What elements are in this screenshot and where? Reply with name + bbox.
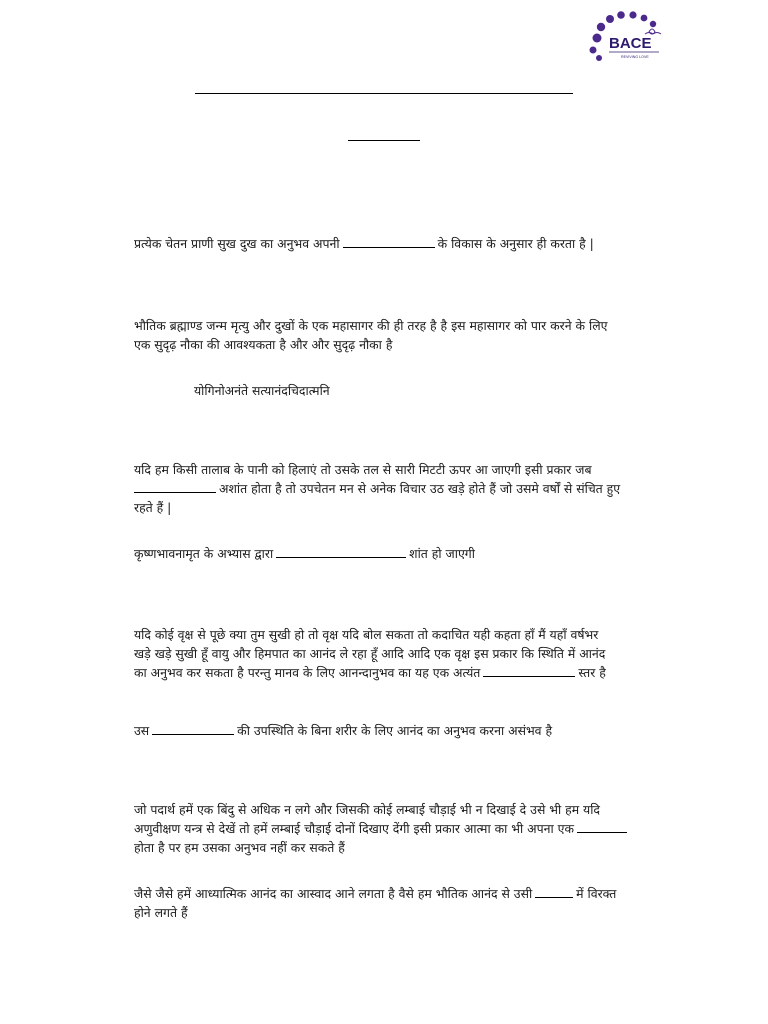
question-7 <box>134 800 654 857</box>
question-4-part-b: शांत हो जाएगी <box>409 546 475 561</box>
question-4 <box>134 544 654 563</box>
question-1 <box>134 234 654 253</box>
answer-blank-1[interactable] <box>343 236 435 248</box>
question-6-part-b: की उपस्थिति के बिना शरीर के लिए आनंद का अनुभव करना असंभव है <box>237 723 553 738</box>
question-8-line-1a: जैसे जैसे हमें आध्यात्मिक आनंद का आस्वाद आने लगता है वैसे हम भौतिक आनंद से उसी <box>134 886 533 901</box>
question-1-part-b: के विकास के अनुसार ही करता है | <box>437 236 594 251</box>
sanskrit-verse <box>194 381 714 400</box>
question-2-line-1: भौतिक ब्रह्माण्ड जन्म मृत्यु और दुखों के एक महासागर की ही तरह है है इस महासागर को पार करने के लिए <box>134 318 608 333</box>
question-7-line-3: होता है पर हम उसका अनुभव नहीं कर सकते हैं <box>134 840 345 855</box>
question-8-line-1b: में विरक्त <box>576 886 617 901</box>
bace-logo <box>583 8 667 64</box>
question-7-line-2: अणुवीक्षण यन्त्र से देखें तो हमें लम्बाई चौड़ाई दोनों दिखाए देंगी इसी प्रकार आत्मा का भी अपना एक <box>134 821 575 836</box>
answer-blank-7[interactable] <box>535 886 573 898</box>
question-1-part-a: प्रत्येक चेतन प्राणी सुख दुख का अनुभव अपनी <box>134 236 340 251</box>
question-5-line-3b: स्तर है <box>578 665 606 680</box>
question-3-line-3: रहते हैं | <box>134 500 172 515</box>
title-underline <box>195 93 573 94</box>
question-5-line-2: खड़े खड़े सुखी हूँ वायु और हिमपात का आनंद ले रहा हूँ आदि आदि एक वृक्ष इस प्रकार कि स्थिति में आनंद <box>134 646 606 661</box>
question-3-line-2: अशांत होता है तो उपचेतन मन से अनेक विचार उठ खड़े होते हैं जो उसमे वर्षों से संचित हुए <box>219 481 621 496</box>
question-7-line-1: जो पदार्थ हमें एक बिंदु से अधिक न लगे और जिसकी कोई लम्बाई चौड़ाई भी न दिखाई दे उसे भी हम यदि <box>134 802 601 817</box>
logo-tagline: REVIVING LOVE <box>621 55 649 59</box>
question-4-part-a: कृष्णभावनामृत के अभ्यास द्वारा <box>134 546 274 561</box>
question-3 <box>134 460 654 517</box>
question-3-line-1: यदि हम किसी तालाब के पानी को हिलाएं तो उसके तल से सारी मिटटी ऊपर आ जाएगी इसी प्रकार जब <box>134 462 592 477</box>
question-6-part-a: उस <box>134 723 150 738</box>
question-5-line-1: यदि कोई वृक्ष से पूछे क्या तुम सुखी हो तो वृक्ष यदि बोल सकता तो कदाचित यही कहता हाँ मैं यहाँ वर्षभर <box>134 627 599 642</box>
sanskrit-verse-text: योगिनोअनंते सत्यानंदचिदात्मनि <box>194 383 330 398</box>
question-6 <box>134 721 654 740</box>
question-2 <box>134 316 654 354</box>
subtitle-underline <box>348 140 420 141</box>
question-8-line-2: होने लगते हैं <box>134 905 188 920</box>
question-2-line-2: एक सुदृढ़ नौका की आवश्यकता है और और सुदृढ़ नौका है <box>134 337 393 352</box>
answer-blank-4[interactable] <box>483 665 575 677</box>
question-5-line-3a: का अनुभव कर सकता है परन्तु मानव के लिए आनन्दानुभव का यह एक अत्यंत <box>134 665 481 680</box>
bace-logo-icon <box>583 8 667 64</box>
answer-blank-6[interactable] <box>577 821 627 833</box>
question-8 <box>134 884 654 922</box>
answer-blank-2[interactable] <box>134 481 216 493</box>
question-5 <box>134 625 654 682</box>
answer-blank-3[interactable] <box>276 546 406 558</box>
answer-blank-5[interactable] <box>152 723 234 735</box>
logo-text: BACE <box>609 35 652 52</box>
